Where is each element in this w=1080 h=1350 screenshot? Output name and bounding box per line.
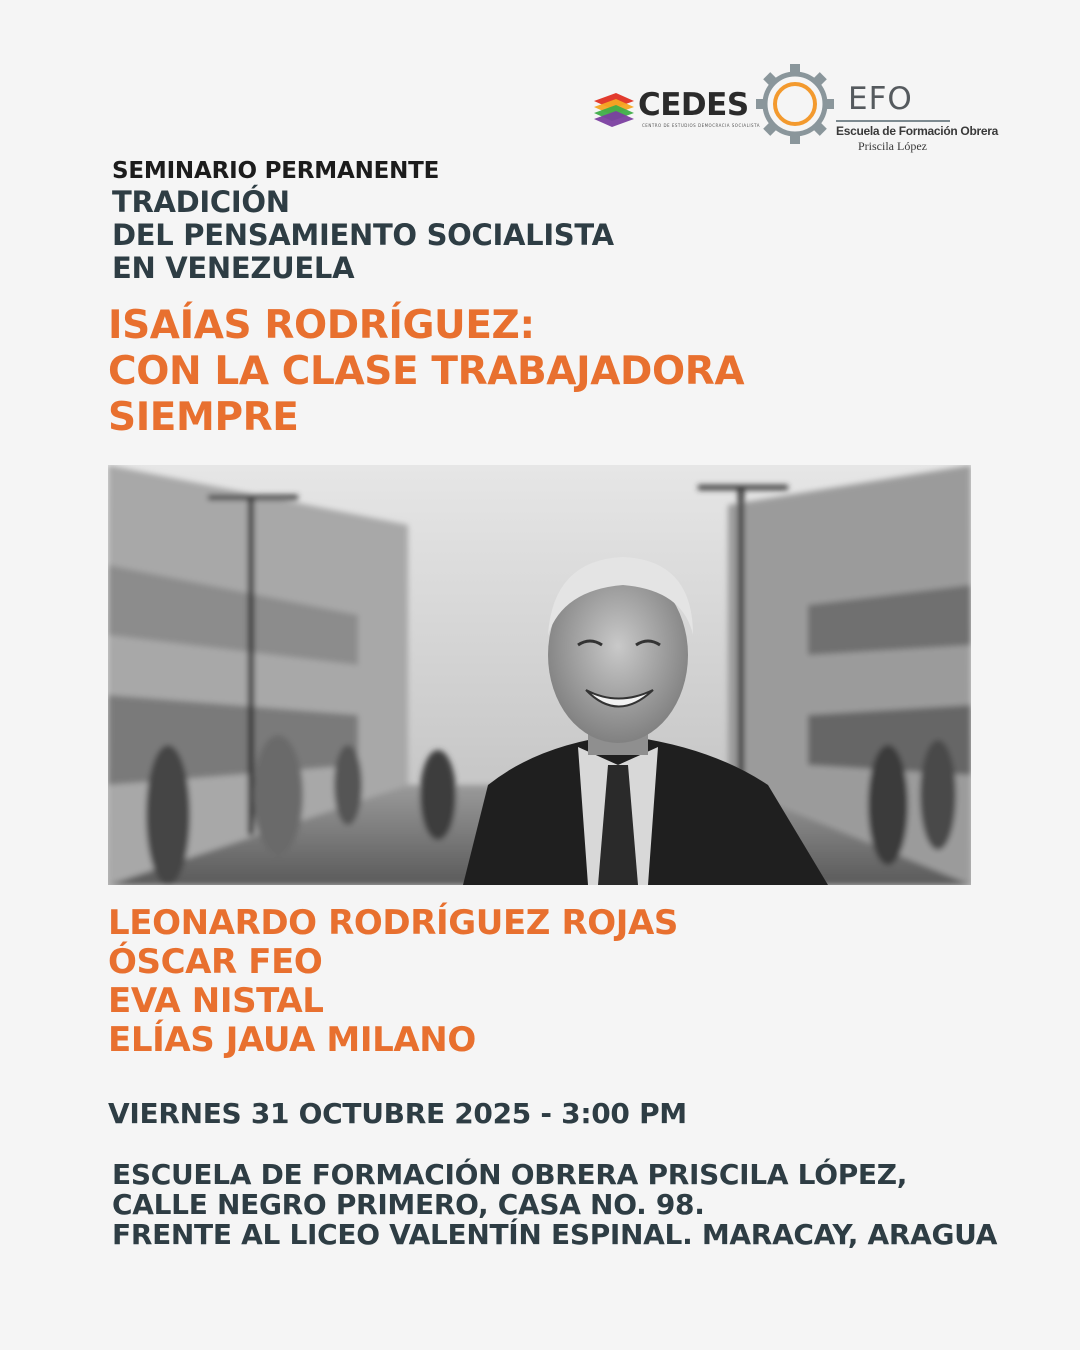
efo-divider bbox=[836, 120, 950, 122]
title-line: CON LA CLASE TRABAJADORA bbox=[108, 349, 745, 394]
gear-icon bbox=[756, 59, 834, 149]
venue-line: FRENTE AL LICEO VALENTÍN ESPINAL. MARACAY, ARAGUA bbox=[112, 1218, 998, 1251]
efo-logo-text: EFO bbox=[848, 81, 913, 117]
series-title bbox=[112, 186, 614, 285]
speaker-name: ELÍAS JAUA MILANO bbox=[108, 1020, 476, 1060]
efo-subtitle-name: Priscila López bbox=[858, 139, 927, 153]
venue-line: ESCUELA DE FORMACIÓN OBRERA PRISCILA LÓPEZ, bbox=[112, 1158, 908, 1191]
series-line: TRADICIÓN bbox=[112, 185, 290, 219]
event-title bbox=[108, 303, 744, 441]
cedes-logo-icon bbox=[590, 87, 640, 137]
venue-line: CALLE NEGRO PRIMERO, CASA NO. 98. bbox=[112, 1188, 705, 1221]
speaker-name: LEONARDO RODRÍGUEZ ROJAS bbox=[108, 903, 679, 943]
speaker-name: EVA NISTAL bbox=[108, 981, 324, 1021]
title-line: ISAÍAS RODRÍGUEZ: bbox=[108, 303, 535, 348]
logo-area bbox=[590, 55, 998, 155]
kicker-text: SEMINARIO PERMANENTE bbox=[112, 158, 440, 184]
event-venue bbox=[112, 1160, 997, 1250]
speaker-name: ÓSCAR FEO bbox=[108, 942, 323, 982]
portrait-photo bbox=[108, 465, 971, 885]
cedes-logo-text: CEDES bbox=[638, 87, 749, 123]
series-line: DEL PENSAMIENTO SOCIALISTA bbox=[112, 218, 614, 252]
efo-subtitle: Escuela de Formación Obrera bbox=[836, 124, 998, 138]
title-line: SIEMPRE bbox=[108, 395, 299, 440]
event-datetime: VIERNES 31 OCTUBRE 2025 - 3:00 PM bbox=[108, 1097, 687, 1130]
series-line: EN VENEZUELA bbox=[112, 251, 355, 285]
cedes-logo-subtitle: CENTRO DE ESTUDIOS DEMOCRACIA SOCIALISTA bbox=[642, 123, 760, 128]
speakers-list bbox=[108, 904, 678, 1060]
